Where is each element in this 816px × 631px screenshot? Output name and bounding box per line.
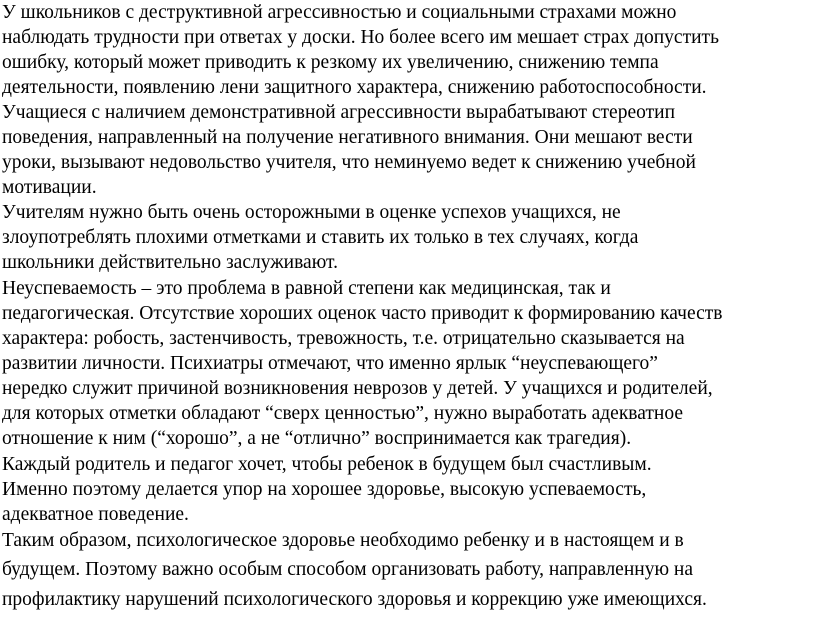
text-line: наблюдать трудности при ответах у доски. Но более всего им мешает страх допустить	[2, 27, 719, 48]
text-line: профилактику нарушений психологического здоровья и коррекцию уже имеющихся.	[2, 589, 707, 610]
text-line: для которых отметки обладают “сверх ценностью”, нужно выработать адекватное	[2, 403, 684, 424]
text-line: Каждый родитель и педагог хочет, чтобы ребенок в будущем был счастливым.	[2, 454, 652, 475]
text-line: мотивации.	[2, 177, 97, 198]
text-line: Неуспеваемость – это проблема в равной степени как медицинская, так и	[2, 278, 611, 299]
text-line: адекватное поведение.	[2, 504, 189, 525]
text-line: У школьников с деструктивной агрессивностью и социальными страхами можно	[2, 2, 677, 23]
text-line: поведения, направленный на получение негативного внимания. Они мешают вести	[2, 127, 693, 148]
text-line: деятельности, появлению лени защитного характера, снижению работоспособности.	[2, 77, 707, 98]
text-line: уроки, вызывают недовольство учителя, что неминуемо ведет к снижению учебной	[2, 152, 696, 173]
text-line: школьники действительно заслуживают.	[2, 252, 338, 273]
text-line: злоупотреблять плохими отметками и ставить их только в тех случаях, когда	[2, 227, 639, 248]
text-line: Таким образом, психологическое здоровье необходимо ребенку и в настоящем и в	[2, 530, 684, 551]
text-line: будущем. Поэтому важно особым способом организовать работу, направленную на	[2, 559, 693, 580]
text-line: нередко служит причиной возникновения неврозов у детей. У учащихся и родителей,	[2, 378, 713, 399]
text-line: развитии личности. Психиатры отмечают, что именно ярлык “неуспевающего”	[2, 353, 658, 374]
text-line: Именно поэтому делается упор на хорошее здоровье, высокую успеваемость,	[2, 479, 647, 500]
text-line: характера: робость, застенчивость, тревожность, т.е. отрицательно сказывается на	[2, 328, 685, 349]
text-line: Учащиеся с наличием демонстративной агрессивности вырабатывают стереотип	[2, 102, 676, 123]
text-line: педагогическая. Отсутствие хороших оценок часто приводит к формированию качеств	[2, 303, 723, 324]
text-line: отношение к ним (“хорошо”, а не “отлично” воспринимается как трагедия).	[2, 428, 632, 449]
text-line: Учителям нужно быть очень осторожными в оценке успехов учащихся, не	[2, 202, 621, 223]
text-line: ошибку, который может приводить к резкому их увеличению, снижению темпа	[2, 52, 659, 73]
